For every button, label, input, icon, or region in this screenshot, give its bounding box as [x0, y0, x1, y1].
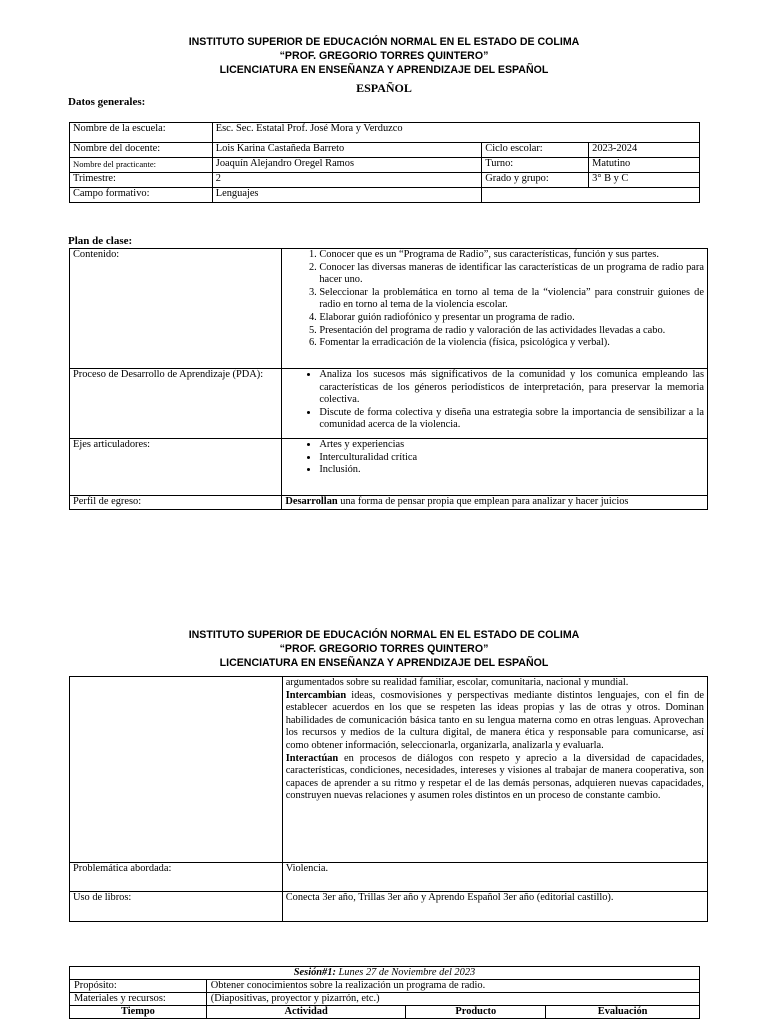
column-header-time: Tiempo [70, 1006, 207, 1019]
table-row [70, 173, 700, 188]
profile-continuation-table [69, 676, 708, 922]
table-row [70, 158, 700, 173]
table-row [70, 1006, 700, 1019]
session-title-date: Lunes 27 de Noviembre del 2023 [335, 967, 476, 978]
profile-label: Perfil de egreso: [70, 496, 282, 510]
subject-title: ESPAÑOL [356, 81, 412, 95]
materials-label: Materiales y recursos: [70, 993, 207, 1006]
list-item: • Interculturalidad crítica [319, 452, 704, 465]
header-line-1: INSTITUTO SUPERIOR DE EDUCACIÓN NORMAL EN EL ESTADO DE COLIMA [188, 629, 580, 641]
table-row [70, 369, 708, 439]
column-header-product: Producto [406, 1006, 546, 1019]
cycle-label: Ciclo escolar: [482, 143, 589, 158]
list-item: • Inclusión. [319, 464, 704, 477]
list-item: 2. Conocer las diversas maneras de identificar las características de un programa de radio para hacer uno. [319, 262, 704, 287]
table-row [70, 496, 708, 510]
field-value: Lenguajes [212, 188, 482, 203]
pda-label: Proceso de Desarrollo de Aprendizaje (PDA): [70, 369, 282, 439]
content-label: Contenido: [70, 249, 282, 369]
header-line-1: INSTITUTO SUPERIOR DE EDUCACIÓN NORMAL EN EL ESTADO DE COLIMA [188, 36, 580, 48]
table-row [70, 439, 708, 496]
column-header-activity: Actividad [206, 1006, 406, 1019]
header-line-2: “PROF. GREGORIO TORRES QUINTERO” [279, 643, 489, 655]
institution-header [0, 35, 768, 77]
profile-text-cont: argumentados sobre su realidad familiar, escolar, comunitaria, nacional y mundial. [285, 677, 629, 688]
general-data-heading: Datos generales: [68, 96, 146, 108]
profile-bold-2: Intercambian [285, 689, 347, 701]
plan-heading: Plan de clase: [68, 235, 133, 247]
list-item: 6. Fomentar la erradicación de la violencia (física, psicológica y verbal). [319, 337, 704, 350]
trimester-value: 2 [212, 173, 482, 188]
institution-header-page-2 [0, 628, 768, 670]
table-row [70, 993, 700, 1006]
problem-label: Problemática abordada: [70, 863, 283, 892]
profile-text-2: ideas, cosmovisiones y perspectivas mediante distintos lenguajes, con el fin de establecer acuerdos en los que se respeten las ideas propias y las de otras y otros. Dominan habilidades de comunicación básica tanto en su lengua materna como en otras lenguas. Aprovechan los recursos y medios de la cultura digital, de manera ética y responsable para comunicarse, así como obtener información, seleccionarla, organizarla, analizarla y evaluarla. [285, 689, 704, 751]
table-row [70, 188, 700, 203]
teacher-label: Nombre del docente: [70, 143, 213, 158]
header-line-3: LICENCIATURA EN ENSEÑANZA Y APRENDIZAJE DEL ESPAÑOL [219, 64, 549, 76]
profile-continuation [282, 677, 707, 863]
pda-list [285, 369, 704, 432]
list-item: • Artes y experiencias [319, 439, 704, 452]
practicante-label: Nombre del practicante: [70, 158, 213, 173]
profile-text-start [282, 496, 708, 510]
materials-value: (Diapositivas, proyector y pizarrón, etc.) [206, 993, 699, 1006]
table-row [70, 143, 700, 158]
school-label: Nombre de la escuela: [70, 123, 213, 143]
problem-value: Violencia. [282, 863, 707, 892]
books-value: Conecta 3er año, Trillas 3er año y Aprendo Español 3er año (editorial castillo). [282, 892, 707, 922]
content-list [285, 249, 704, 350]
grade-label: Grado y grupo: [482, 173, 589, 188]
books-label: Uso de libros: [70, 892, 283, 922]
shift-value: Matutino [589, 158, 700, 173]
list-item: • Analiza los sucesos más significativos de la comunidad y los comunica empleando las características de los géneros periodísticos de interpretación, para preservar la memoria colectiva. [319, 369, 704, 407]
table-row [70, 677, 708, 863]
axes-list [285, 439, 704, 477]
teacher-value: Lois Karina Castañeda Barreto [212, 143, 482, 158]
purpose-label: Propósito: [70, 980, 207, 993]
header-line-3: LICENCIATURA EN ENSEÑANZA Y APRENDIZAJE DEL ESPAÑOL [219, 657, 549, 669]
list-item: • Discute de forma colectiva y diseña una estrategia sobre la importancia de sensibilizar a la comunidad acerca de la violencia. [319, 407, 704, 432]
shift-label: Turno: [482, 158, 589, 173]
field-label: Campo formativo: [70, 188, 213, 203]
table-row [70, 123, 700, 143]
empty-cell [482, 188, 700, 203]
trimester-label: Trimestre: [70, 173, 213, 188]
list-item: 4. Elaborar guión radiofónico y presentar un programa de radio. [319, 312, 704, 325]
list-item: 1. Conocer que es un “Programa de Radio”, sus características, función y sus partes. [319, 249, 704, 262]
purpose-value: Obtener conocimientos sobre la realización un programa de radio. [206, 980, 699, 993]
profile-text-3: en procesos de diálogos con respeto y aprecio a la diversidad de capacidades, características, condiciones, necesidades, intereses y visiones al trabajar de manera cooperativa, son capaces de aprender a su ritmo y respetar el de las demás personas, adquieren nuevas capacidades, construyen nuevas relaciones y asumen roles distintos en un proceso de constante cambio. [285, 752, 704, 802]
profile-bold-3: Interactúan [285, 752, 339, 764]
school-value: Esc. Sec. Estatal Prof. José Mora y Verduzco [212, 123, 699, 143]
plan-table [69, 248, 708, 510]
profile-bold-1: Desarrollan [285, 496, 338, 507]
session-title [70, 967, 700, 980]
practicante-value: Joaquín Alejandro Oregel Ramos [212, 158, 482, 173]
session-title-bold: Sesión#1: [293, 967, 336, 978]
axes-label: Ejes articuladores: [70, 439, 282, 496]
empty-cell [70, 677, 283, 863]
grade-value: 3° B y C [589, 173, 700, 188]
list-item: 3. Seleccionar la problemática en torno al tema de la “violencia” para construir guiones de radio en torno al tema de la violencia escolar. [319, 287, 704, 312]
table-row [70, 892, 708, 922]
session-table [69, 966, 700, 1019]
list-item: 5. Presentación del programa de radio y valoración de las actividades llevadas a cabo. [319, 325, 704, 338]
table-row [70, 249, 708, 369]
general-data-table [69, 122, 700, 203]
column-header-evaluation: Evaluación [546, 1006, 700, 1019]
cycle-value: 2023-2024 [589, 143, 700, 158]
table-row [70, 980, 700, 993]
table-row [70, 863, 708, 892]
table-row [70, 967, 700, 980]
profile-text-1: una forma de pensar propia que emplean para analizar y hacer juicios [337, 496, 629, 507]
header-line-2: “PROF. GREGORIO TORRES QUINTERO” [279, 50, 489, 62]
